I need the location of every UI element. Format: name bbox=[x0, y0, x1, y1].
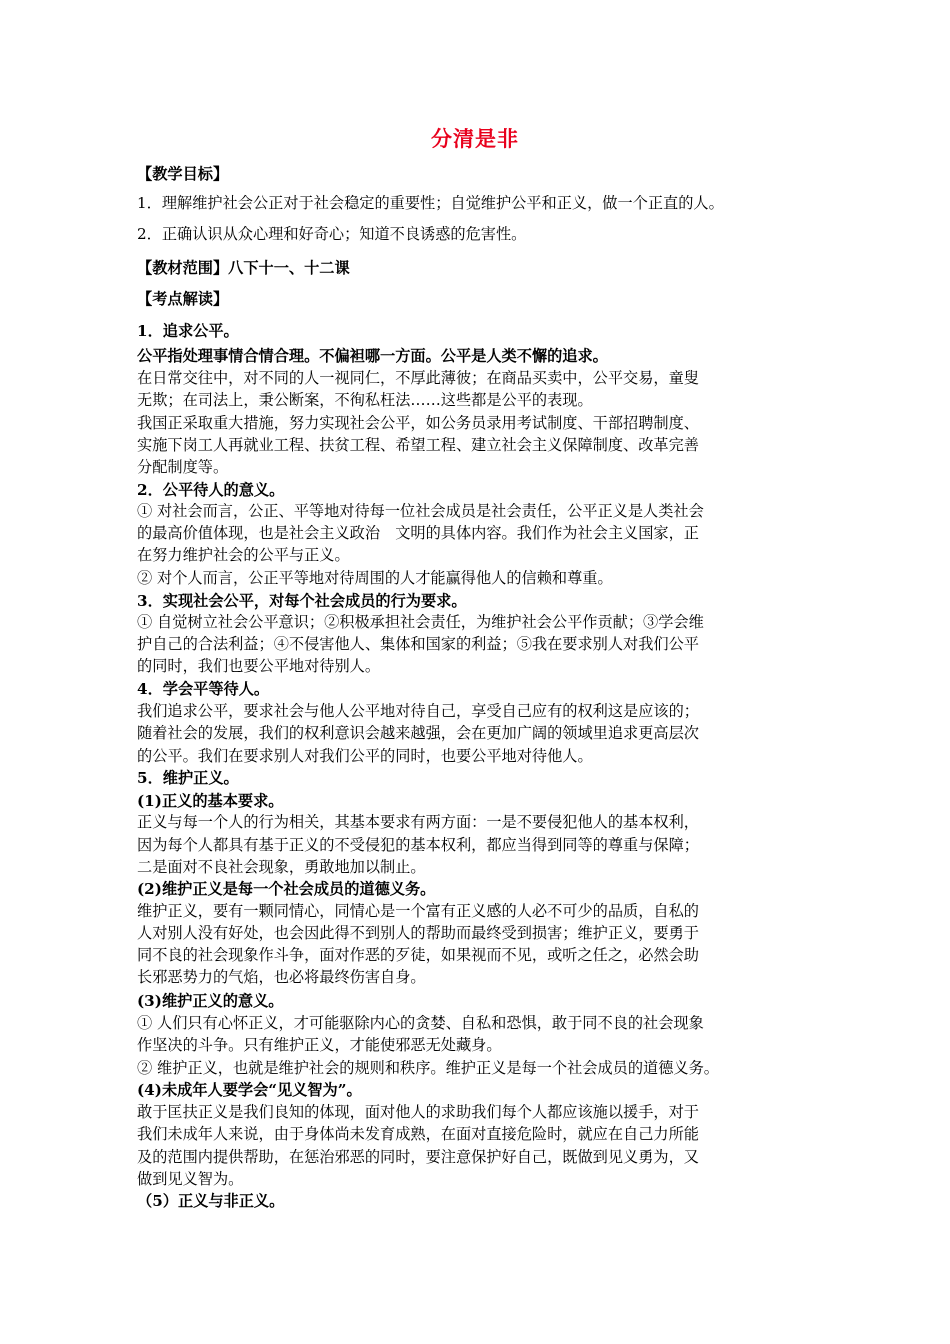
text-line: 实施下岗工人再就业工程、扶贫工程、希望工程、建立社会主义保障制度、改革完善 bbox=[137, 436, 699, 454]
text-line: 正义与每一个人的行为相关，其基本要求有两方面：一是不要侵犯他人的基本权利， bbox=[137, 813, 699, 831]
section-heading: (1)正义的基本要求。 bbox=[137, 792, 284, 810]
text-line: 同不良的社会现象作斗争，面对作恶的歹徒，如果视而不见，或听之任之，必然会助 bbox=[137, 946, 699, 964]
text-line: 长邪恶势力的气焰，也必将最终伤害自身。 bbox=[137, 968, 426, 986]
text-line: 二是面对不良社会现象，勇敢地加以制止。 bbox=[137, 858, 426, 876]
text-line: 的公平。我们在要求别人对我们公平的同时，也要公平地对待他人。 bbox=[137, 747, 593, 765]
text-line: 的最高价值体现，也是社会主义政治 文明的具体内容。我们作为社会主义国家，正 bbox=[137, 524, 699, 542]
section-heading: 4．学会平等待人。 bbox=[137, 680, 270, 698]
text-line: 护自己的合法利益；④不侵害他人、集体和国家的利益；⑤我在要求别人对我们公平 bbox=[137, 635, 699, 653]
text-line: 作坚决的斗争。只有维护正义，才能使邪恶无处藏身。 bbox=[137, 1036, 502, 1054]
text-line: 我们未成年人来说，由于身体尚未发育成熟，在面对直接危险时，就应在自己力所能 bbox=[137, 1125, 699, 1143]
section-heading: 【教学目标】 bbox=[137, 165, 229, 183]
text-line: 的同时，我们也要公平地对待别人。 bbox=[137, 657, 380, 675]
text-line: ① 人们只有心怀正义，才可能驱除内心的贪婪、自私和恐惧，敢于同不良的社会现象 bbox=[137, 1014, 704, 1032]
text-line: 因为每个人都具有基于正义的不受侵犯的基本权利，都应当得到同等的尊重与保障； bbox=[137, 836, 699, 854]
section-heading: 3．实现社会公平，对每个社会成员的行为要求。 bbox=[137, 592, 467, 610]
section-heading: (4)未成年人要学会“见义智为”。 bbox=[137, 1081, 362, 1099]
text-line: 随着社会的发展，我们的权利意识会越来越强，会在更加广阔的领域里追求更高层次 bbox=[137, 724, 699, 742]
text-line: 敢于匡扶正义是我们良知的体现，面对他人的求助我们每个人都应该施以援手，对于 bbox=[137, 1103, 699, 1121]
text-line: ① 对社会而言，公正、平等地对待每一位社会成员是社会责任，公平正义是人类社会 bbox=[137, 502, 704, 520]
section-heading: 2．公平待人的意义。 bbox=[137, 481, 285, 499]
text-line: ① 自觉树立社会公平意识；②积极承担社会责任，为维护社会公平作贡献；③学会维 bbox=[137, 613, 704, 631]
section-heading: 公平指处理事情合情合理。不偏袒哪一方面。公平是人类不懈的追求。 bbox=[137, 347, 608, 365]
text-line: 2．正确认识从众心理和好奇心；知道不良诱惑的危害性。 bbox=[137, 225, 527, 243]
document-title: 分清是非 bbox=[431, 126, 519, 151]
section-heading: 【考点解读】 bbox=[137, 290, 229, 308]
text-line: 我国正采取重大措施，努力实现社会公平，如公务员录用考试制度、干部招聘制度、 bbox=[137, 414, 699, 432]
section-heading: 5．维护正义。 bbox=[137, 769, 239, 787]
section-heading: 【教材范围】八下十一、十二课 bbox=[137, 259, 350, 277]
section-heading: （5）正义与非正义。 bbox=[137, 1192, 285, 1210]
section-heading: (2)维护正义是每一个社会成员的道德义务。 bbox=[137, 880, 436, 898]
text-line: 做到见义智为。 bbox=[137, 1170, 244, 1188]
text-line: 人对别人没有好处，也会因此得不到别人的帮助而最终受到损害；维护正义，要勇于 bbox=[137, 924, 699, 942]
text-line: 分配制度等。 bbox=[137, 458, 229, 476]
text-line: 1．理解维护社会公正对于社会稳定的重要性；自觉维护公平和正义，做一个正直的人。 bbox=[137, 194, 724, 212]
section-heading: (3)维护正义的意义。 bbox=[137, 992, 284, 1010]
text-line: 及的范围内提供帮助，在惩治邪恶的同时，要注意保护好自己，既做到见义勇为，又 bbox=[137, 1148, 699, 1166]
section-heading: 1．追求公平。 bbox=[137, 322, 239, 340]
text-line: 维护正义，要有一颗同情心，同情心是一个富有正义感的人必不可少的品质，自私的 bbox=[137, 902, 699, 920]
text-line: 无欺；在司法上，秉公断案，不徇私枉法……这些都是公平的表现。 bbox=[137, 391, 593, 409]
text-line: 在日常交往中，对不同的人一视同仁，不厚此薄彼；在商品买卖中，公平交易，童叟 bbox=[137, 369, 699, 387]
text-line: 在努力维护社会的公平与正义。 bbox=[137, 546, 350, 564]
text-line: ② 维护正义，也就是维护社会的规则和秩序。维护正义是每一个社会成员的道德义务。 bbox=[137, 1059, 719, 1077]
text-line: 我们追求公平，要求社会与他人公平地对待自己，享受自己应有的权利这是应该的； bbox=[137, 702, 699, 720]
text-line: ② 对个人而言，公正平等地对待周围的人才能赢得他人的信赖和尊重。 bbox=[137, 569, 613, 587]
